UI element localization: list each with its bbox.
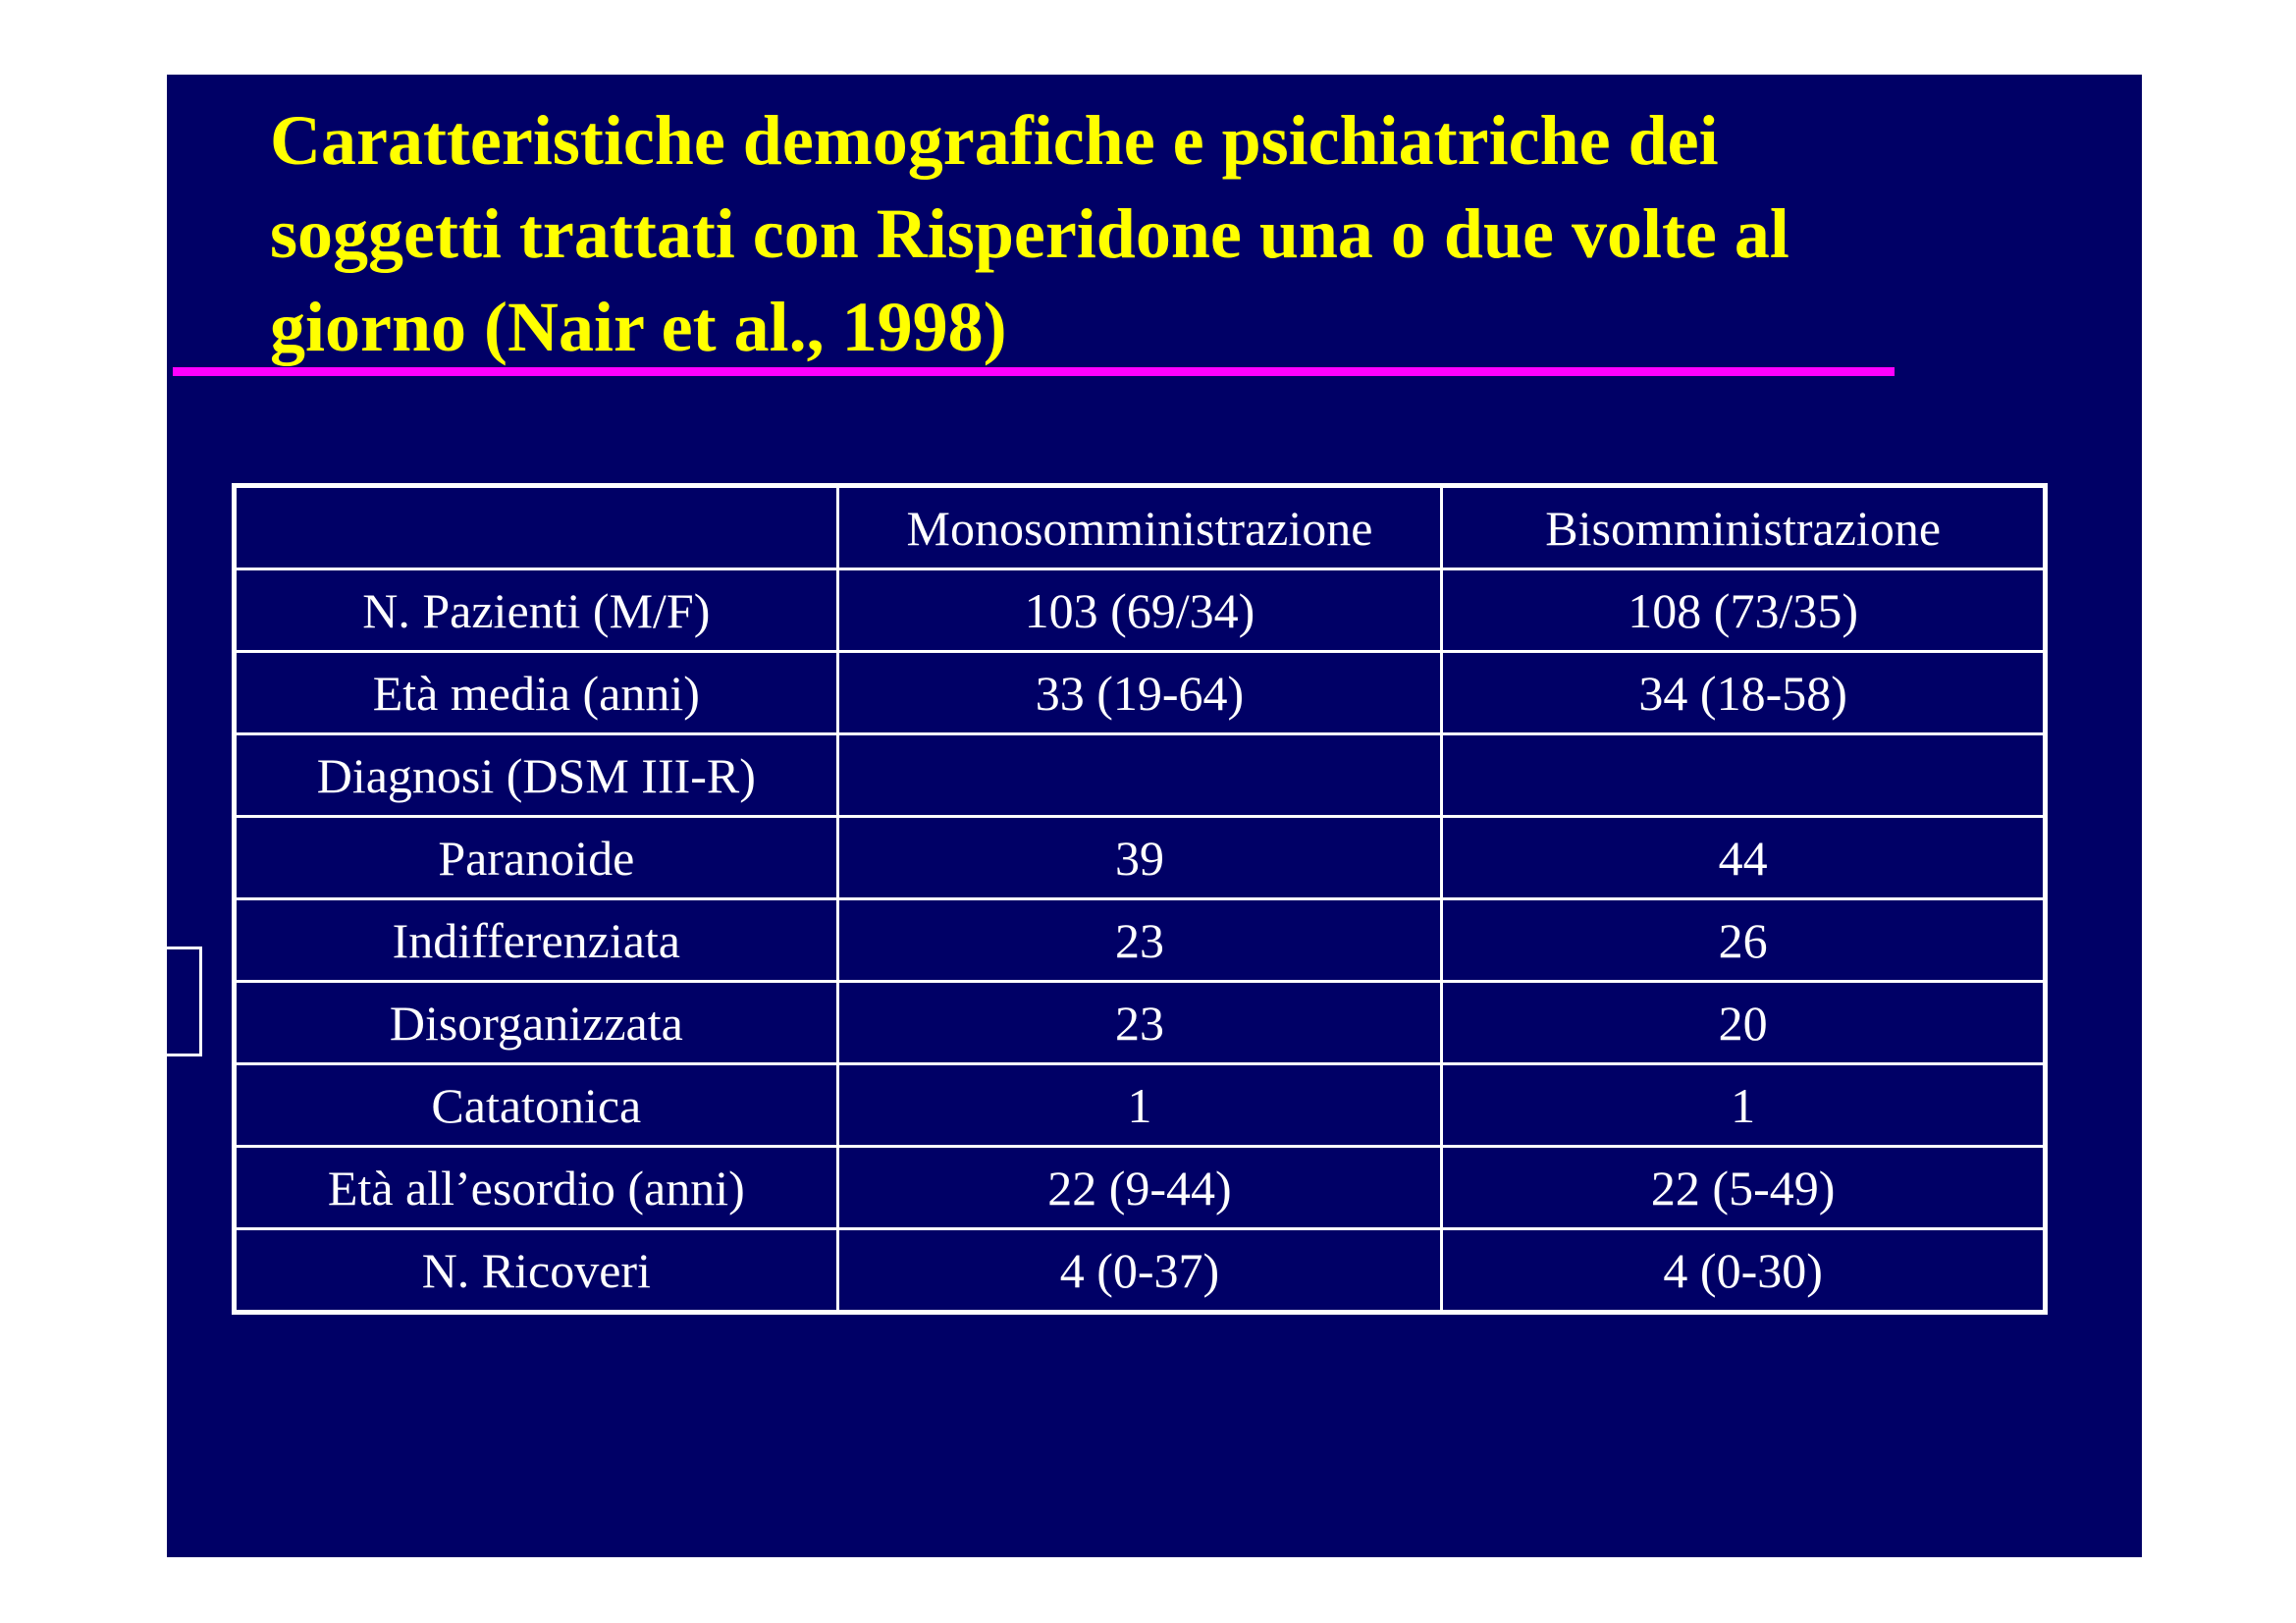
cell-mono: 23 (837, 899, 1442, 982)
cell-bi: 44 (1442, 817, 2046, 899)
table-row (235, 899, 2046, 982)
table-row (235, 569, 2046, 652)
row-label: Indifferenziata (235, 899, 838, 982)
slide-title: Caratteristiche demografiche e psichiatriche dei soggetti trattati con Risperidone una o due volte al giorno (Nair et al., 1998) (270, 101, 1789, 366)
cell-bi: 4 (0-30) (1442, 1229, 2046, 1313)
row-label: N. Pazienti (M/F) (235, 569, 838, 652)
row-label: Catatonica (235, 1064, 838, 1147)
row-label: Paranoide (235, 817, 838, 899)
cell-bi: 22 (5-49) (1442, 1147, 2046, 1229)
header-cell-mono: Monosomministrazione (837, 486, 1442, 569)
table-header-row (235, 486, 2046, 569)
cell-mono (837, 734, 1442, 817)
header-cell-bi: Bisomministrazione (1442, 486, 2046, 569)
title-underline (173, 367, 1895, 376)
cell-bi: 20 (1442, 982, 2046, 1064)
cell-bi: 26 (1442, 899, 2046, 982)
cell-bi: 108 (73/35) (1442, 569, 2046, 652)
row-label: Età all’esordio (anni) (235, 1147, 838, 1229)
cell-bi: 1 (1442, 1064, 2046, 1147)
cell-mono: 39 (837, 817, 1442, 899)
demographics-table (232, 483, 2048, 1315)
row-label: Età media (anni) (235, 652, 838, 734)
table-row (235, 1147, 2046, 1229)
table-row (235, 1064, 2046, 1147)
cell-mono: 22 (9-44) (837, 1147, 1442, 1229)
cell-mono: 33 (19-64) (837, 652, 1442, 734)
row-label: N. Ricoveri (235, 1229, 838, 1313)
row-label: Diagnosi (DSM III-R) (235, 734, 838, 817)
cell-mono: 103 (69/34) (837, 569, 1442, 652)
cell-mono: 23 (837, 982, 1442, 1064)
row-label: Disorganizzata (235, 982, 838, 1064)
cell-bi (1442, 734, 2046, 817)
table-row (235, 817, 2046, 899)
slide (167, 75, 2142, 1557)
cell-mono: 1 (837, 1064, 1442, 1147)
table-row (235, 734, 2046, 817)
cell-bi: 34 (18-58) (1442, 652, 2046, 734)
side-bracket-mark (167, 947, 202, 1056)
cell-mono: 4 (0-37) (837, 1229, 1442, 1313)
table-row (235, 1229, 2046, 1313)
header-cell-empty (235, 486, 838, 569)
table-row (235, 652, 2046, 734)
table-row (235, 982, 2046, 1064)
